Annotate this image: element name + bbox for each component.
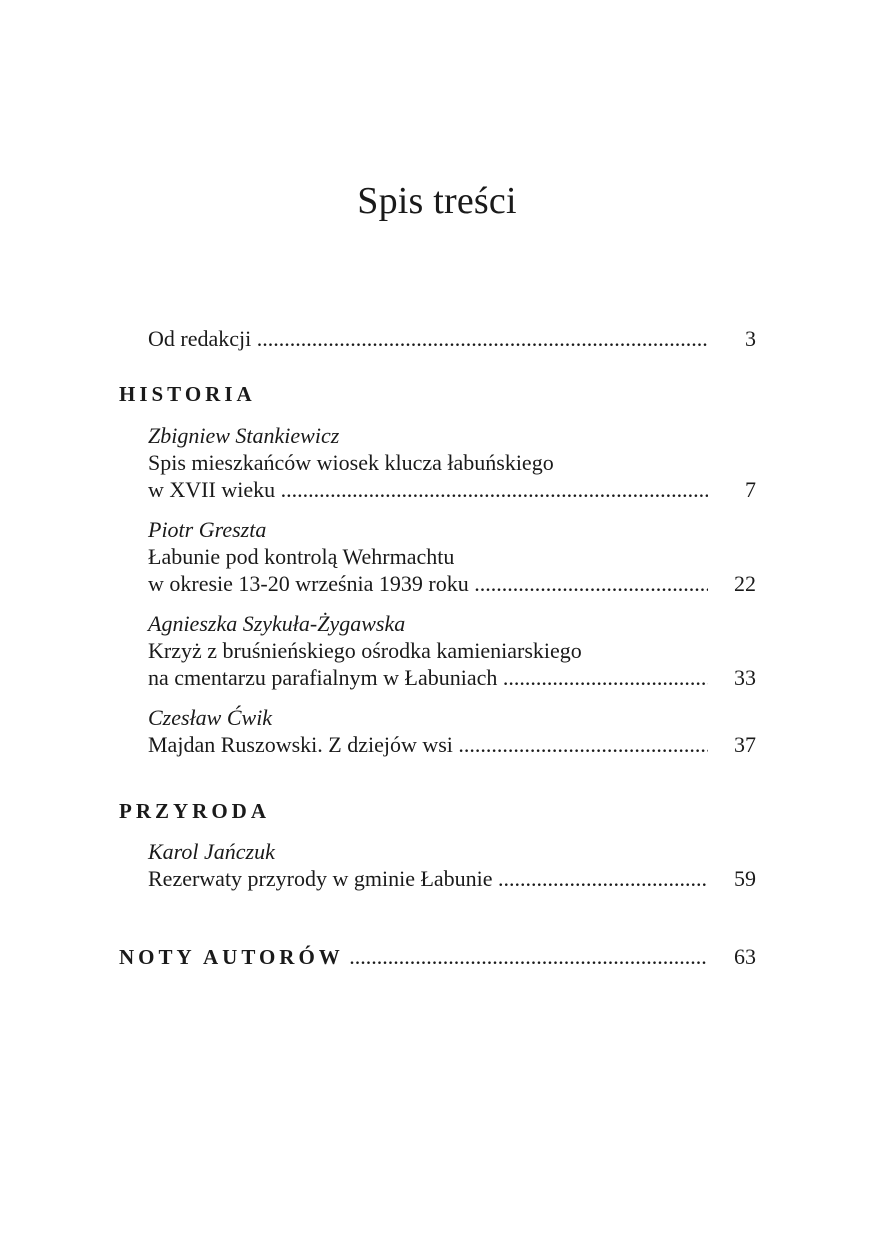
entry-title: Rezerwaty przyrody w gminie Łabunie .....	[148, 865, 708, 893]
toc-entry[interactable]	[148, 570, 756, 598]
entry-title: w XVII wieku .....	[148, 476, 708, 504]
toc-entry[interactable]	[148, 731, 756, 759]
entry-title: Majdan Ruszowski. Z dziejów wsi .....	[148, 731, 708, 759]
entry-author: Czesław Ćwik	[148, 705, 273, 730]
toc-entry[interactable]	[148, 865, 756, 893]
entry-page-number: 59	[734, 866, 756, 891]
entry-author: Piotr Greszta	[148, 517, 267, 542]
toc-entry[interactable]	[148, 476, 756, 504]
entry-title: NOTY AUTORÓW .....	[119, 943, 708, 971]
entry-page-number: 22	[734, 571, 756, 596]
entry-page-number: 3	[745, 326, 756, 351]
entry-author: Agnieszka Szykuła-Żygawska	[148, 611, 406, 636]
entry-author: Karol Jańczuk	[148, 839, 275, 864]
entry-title: Od redakcji .....	[148, 325, 708, 353]
toc-entry[interactable]	[148, 664, 756, 692]
entry-title: w okresie 13-20 września 1939 roku .....	[148, 570, 708, 598]
toc-entry-notes[interactable]	[119, 943, 756, 971]
entry-author: Zbigniew Stankiewicz	[148, 423, 340, 448]
page-title: Spis treści	[357, 180, 517, 222]
toc-entry-intro[interactable]	[148, 325, 756, 353]
entry-title-line: Spis mieszkańców wiosek klucza łabuńskiego	[148, 450, 554, 475]
entry-page-number: 63	[734, 944, 756, 969]
entry-title-line: Krzyż z bruśnieńskiego ośrodka kamieniarskiego	[148, 638, 582, 663]
entry-title-line: Łabunie pod kontrolą Wehrmachtu	[148, 544, 455, 569]
entry-page-number: 7	[745, 477, 756, 502]
entry-page-number: 37	[734, 732, 756, 757]
section-heading-przyroda: PRZYRODA	[119, 799, 270, 823]
section-heading-historia: HISTORIA	[119, 382, 256, 406]
entry-title: na cmentarzu parafialnym w Łabuniach .....	[148, 664, 708, 692]
entry-page-number: 33	[734, 665, 756, 690]
